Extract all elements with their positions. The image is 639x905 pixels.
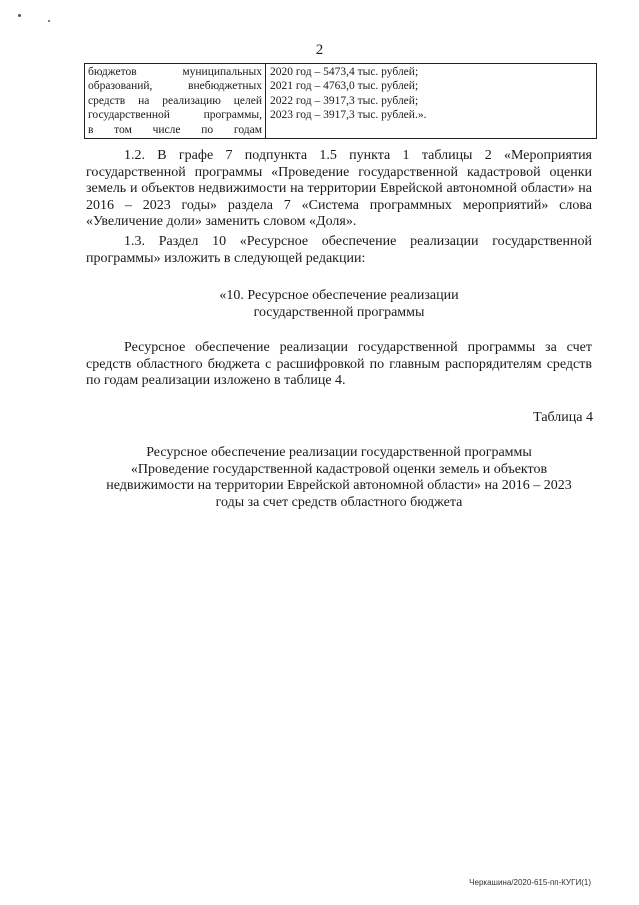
paragraph-resources: Ресурсное обеспечение реализации государственной программы за счет средств областного бюджета с расшифровкой по главным распорядителям средств по годам реализации изложено в таблице 4.: [86, 340, 592, 388]
table-title-line: недвижимости на территории Еврейской автономной области» на 2016 – 2023: [106, 478, 572, 493]
scan-speck: [48, 20, 50, 22]
table-cell-line: 2020 год – 5473,4 тыс. рублей;: [270, 66, 419, 78]
table-cell-line: 2021 год – 4763,0 тыс. рублей;: [270, 80, 419, 93]
paragraph-1-2: 1.2. В графе 7 подпункта 1.5 пункта 1 таблицы 2 «Мероприятия государственной программы «Проведение государственной кадастровой оценки земель и объектов недвижимости на территории Еврейской автономной области» на 2016 – 2023 годы» раздела 7 «Система программных мероприятий» слова «Увеличение доли» заменить словом «Доля».: [86, 148, 592, 229]
table-title: [86, 445, 592, 511]
section-heading-line: «10. Ресурсное обеспечение реализации: [219, 288, 459, 303]
table-row: [85, 64, 597, 139]
section-heading-line: государственной программы: [253, 305, 425, 320]
funding-amounts-cell: [266, 64, 597, 139]
table-cell-line: средств на реализацию целей: [88, 94, 262, 107]
table-cell-line: образований, внебюджетных: [88, 80, 262, 93]
funding-source-cell: [85, 64, 266, 139]
page-number: 2: [315, 42, 324, 58]
document-code: Черкашина/2020-615-пп-КУГИ(1): [469, 878, 591, 887]
table-caption: Таблица 4: [533, 410, 593, 425]
table-title-line: годы за счет средств областного бюджета: [215, 494, 463, 510]
table-cell-line: государственной программы,: [88, 109, 262, 122]
table-title-line: «Проведение государственной кадастровой оценки земель и объектов: [130, 461, 548, 477]
table-cell-line: 2023 год – 3917,3 тыс. рублей.».: [270, 109, 427, 122]
table-cell-line: в том числе по годам: [88, 123, 262, 136]
table-title-line: Ресурсное обеспечение реализации государственной программы: [146, 445, 532, 460]
table-cell-line: бюджетов муниципальных: [88, 66, 262, 78]
budget-table: [84, 63, 597, 139]
scan-speck: [18, 14, 21, 17]
table-cell-line: 2022 год – 3917,3 тыс. рублей;: [270, 94, 419, 107]
paragraph-1-3: 1.3. Раздел 10 «Ресурсное обеспечение реализации государственной программы» изложить в следующей редакции:: [86, 234, 592, 266]
section-heading: [86, 287, 592, 321]
